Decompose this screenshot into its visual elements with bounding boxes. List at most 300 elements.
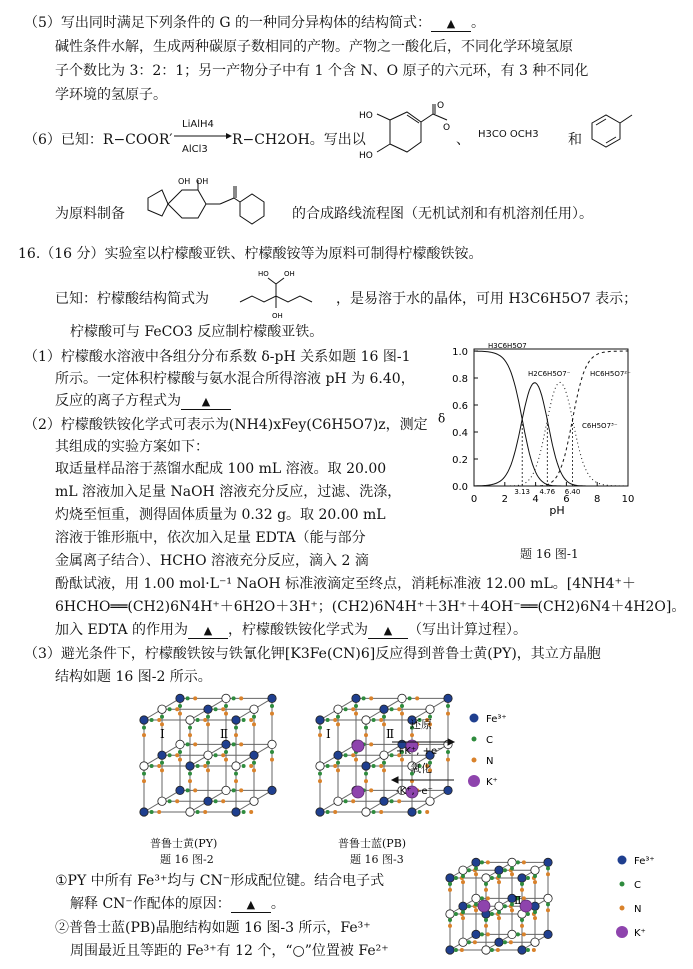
roman-1-py: Ⅰ (160, 727, 165, 741)
c-atom (232, 696, 236, 700)
c-atom (252, 761, 256, 765)
c-atom (446, 750, 450, 754)
y-tick-label: 1.0 (452, 347, 468, 358)
fe-atom (316, 716, 324, 724)
fe-site-open (176, 740, 184, 748)
c-atom (214, 707, 218, 711)
n-atom (364, 733, 368, 737)
x-tick-label: 4 (532, 494, 539, 505)
fe-site-open (186, 808, 194, 816)
y-tick-label: 0.2 (452, 455, 468, 466)
n-atom (382, 768, 386, 772)
fe-atom (176, 694, 184, 702)
p2-line2: 其组成的实验方案如下： (55, 439, 209, 455)
q16-known-post: ，是易溶于水的晶体，可用 H3C6H5O7 表示； (336, 291, 638, 307)
c-atom (168, 799, 172, 803)
marker-label: 6.40 (564, 488, 581, 496)
n-atom (239, 696, 243, 700)
fe-site-open (446, 910, 454, 918)
c-atom (326, 718, 330, 722)
c-atom (206, 761, 210, 765)
fe-atom (176, 786, 184, 794)
n-atom (425, 810, 429, 814)
fe-atom (544, 858, 552, 866)
q16-known-pre: 已知：柠檬酸结构简式为 (55, 291, 209, 307)
n-atom (239, 742, 243, 746)
arrow-oxidize-label: 氧化 (410, 762, 432, 775)
n-atom (249, 718, 253, 722)
p2-line4: mL 溶液加入足量 NaOH 溶液充分反应，过滤、洗涤， (55, 484, 402, 500)
p2-line1: （2）柠檬酸铁铵化学式可表示为(NH4)xFey(C6H5O7)z，测定 (24, 417, 428, 433)
c-atom (382, 715, 386, 719)
n-atom (239, 788, 243, 792)
x-tick-label: 0 (470, 494, 478, 505)
answer-blank-formula[interactable]: ▲ (368, 624, 408, 639)
diol-ester-molecule (355, 100, 455, 170)
c-atom (382, 761, 386, 765)
c-atom (400, 704, 404, 708)
c-atom (196, 718, 200, 722)
c-atom (484, 918, 488, 922)
n-atom (351, 799, 355, 803)
fe-atom (518, 874, 526, 882)
n-atom (486, 896, 490, 900)
answer-blank[interactable]: ▲ (431, 17, 471, 32)
fe-site-open (380, 751, 388, 759)
c-atom (242, 810, 246, 814)
fe-atom (140, 716, 148, 724)
n-atom (448, 888, 452, 892)
legend-swatch (472, 737, 477, 742)
n-atom (333, 764, 337, 768)
fe-atom (459, 902, 467, 910)
c-atom (484, 882, 488, 886)
n-atom (546, 872, 550, 876)
n-atom (496, 948, 500, 952)
c-atom (516, 932, 520, 936)
reagent-bottom: AlCl3 (182, 144, 208, 155)
n-atom (484, 924, 488, 928)
c-atom (186, 696, 190, 700)
fe-site-open (508, 930, 516, 938)
c-atom (214, 753, 218, 757)
chart-caption: 题 16 图-1 (520, 547, 579, 561)
q16-heading: 16.（16 分）实验室以柠檬酸亚铁、柠檬酸铵等为原料可制得柠檬酸铁铵。 (18, 246, 483, 262)
c-atom (326, 764, 330, 768)
n-atom (510, 872, 514, 876)
fe-site-open (531, 866, 539, 874)
answer-blank-ligand[interactable]: ▲ (231, 898, 271, 913)
y-tick-label: 0.4 (452, 428, 468, 439)
c-atom (270, 704, 274, 708)
svg-text:HO: HO (359, 151, 373, 161)
target-molecule (128, 176, 292, 232)
n-atom (520, 888, 524, 892)
n-atom (193, 696, 197, 700)
c-atom (344, 799, 348, 803)
dimethoxypropane: H3CO OCH3 (478, 129, 539, 140)
n-atom (188, 733, 192, 737)
n-atom (234, 733, 238, 737)
fe-atom (204, 705, 212, 713)
c-atom (150, 764, 154, 768)
fe-atom (444, 694, 452, 702)
fe-site-open (250, 797, 258, 805)
n-atom (400, 712, 404, 716)
c-atom (467, 940, 471, 944)
fe-site-open (544, 894, 552, 902)
c-atom (503, 904, 507, 908)
c-atom (142, 772, 146, 776)
n-atom (175, 799, 179, 803)
roman-1-pb: Ⅰ (326, 727, 331, 741)
roman-2-pb: Ⅱ (386, 727, 395, 741)
fe-atom (446, 874, 454, 882)
answer-blank-edta[interactable]: ▲ (188, 624, 228, 639)
n-atom (379, 764, 383, 768)
x-tick-label: 8 (594, 494, 601, 505)
series-line (474, 382, 628, 486)
c-atom (526, 912, 530, 916)
n-atom (473, 940, 477, 944)
series-label: H2C6H5O7⁻ (528, 370, 571, 378)
svg-text:OH: OH (284, 270, 295, 278)
n-atom (234, 779, 238, 783)
s1-line1: ①PY 中所有 Fe³⁺均与 CN⁻形成配位键。结合电子式 (55, 873, 385, 889)
s1-line2: 解释 CN⁻作配体的原因： ▲ 。 (70, 896, 285, 912)
n-atom (336, 768, 340, 772)
legend-label: K⁺ (634, 928, 646, 939)
c-atom (490, 876, 494, 880)
n-atom (474, 872, 478, 876)
p2-line8: 酚酞试液，用 1.00 mol·L⁻¹ NaOH 标准液滴定至终点，消耗标准液 12.00 mL。[4NH4⁺＋ (55, 576, 636, 592)
n-atom (509, 940, 513, 944)
c-atom (326, 810, 330, 814)
fe-atom (495, 938, 503, 946)
fe-atom (222, 740, 230, 748)
fe-atom (334, 751, 342, 759)
fe-atom (518, 946, 526, 954)
p3-line2: 结构如题 16 图-2 所示。 (55, 669, 212, 685)
c-atom (418, 810, 422, 814)
n-atom (497, 880, 501, 884)
n-atom (351, 707, 355, 711)
q6-sep2: 和 (568, 132, 582, 148)
c-atom (546, 866, 550, 870)
c-atom (344, 753, 348, 757)
c-atom (318, 726, 322, 730)
c-atom (232, 742, 236, 746)
fig2-caption: 题 16 图-2 (160, 853, 214, 866)
svg-text:O: O (437, 101, 445, 111)
c-atom (344, 707, 348, 711)
p2-line10: 加入 EDTA 的作用为 ▲ ，柠檬酸铁铵化学式为 ▲ （写出计算过程）。 (55, 622, 528, 638)
distribution-chart (436, 336, 656, 561)
q5-line1: （5）写出同时满足下列条件的 G 的一种同分异构体的结构简式： ▲ 。 (24, 15, 485, 31)
n-atom (142, 733, 146, 737)
y-tick-label: 0.0 (452, 482, 468, 493)
y-tick-label: 0.6 (452, 401, 468, 412)
n-atom (270, 712, 274, 716)
n-atom (333, 810, 337, 814)
legend-label: Fe³⁺ (486, 714, 507, 725)
fe-site-open (250, 705, 258, 713)
c-atom (150, 810, 154, 814)
toluene-molecule (582, 105, 642, 155)
p1-line3: 反应的离子方程式为 ▲ (55, 392, 231, 410)
n-atom (415, 696, 419, 700)
c-atom (354, 704, 358, 708)
fe-atom (446, 946, 454, 954)
fe-atom (232, 716, 240, 724)
k-atom (478, 900, 490, 912)
c-atom (188, 726, 192, 730)
c-atom (390, 753, 394, 757)
q6-known: （6）已知：R−COOR′ (24, 132, 173, 148)
reagent-top: LiAlH4 (182, 119, 214, 130)
q5-line4: 学环境的氢原子。 (55, 87, 167, 103)
fe-site-open (140, 762, 148, 770)
p1-line2: 所示。一定体积柠檬酸与氨水混合所得溶液 pH 为 6.40， (55, 371, 415, 387)
fe-site-open (222, 786, 230, 794)
fe-site-open (334, 705, 342, 713)
c-atom (448, 882, 452, 886)
q6-target-pre: 为原料制备 (55, 206, 125, 222)
series-label: HC6H5O7²⁻ (590, 370, 631, 378)
c-atom (168, 753, 172, 757)
fe-site-open (459, 938, 467, 946)
c-atom (474, 902, 478, 906)
n-atom (160, 768, 164, 772)
n-atom (497, 916, 501, 920)
p2-line6: 溶液于锥形瓶中，依次加入足量 EDTA（能与部分 (55, 530, 366, 546)
fe-atom (158, 751, 166, 759)
n-atom (224, 712, 228, 716)
n-atom (354, 758, 358, 762)
c-atom (364, 772, 368, 776)
c-atom (232, 788, 236, 792)
roman-2-small: Ⅱ (514, 894, 522, 907)
n-atom (484, 888, 488, 892)
c-atom (214, 799, 218, 803)
n-atom (369, 742, 373, 746)
svg-text:OH: OH (272, 312, 283, 320)
c-atom (408, 696, 412, 700)
fe-atom (186, 762, 194, 770)
c-atom (224, 704, 228, 708)
c-atom (467, 904, 471, 908)
c-atom (474, 866, 478, 870)
c-atom (533, 910, 537, 914)
fe-site-open (398, 694, 406, 702)
n-atom (522, 860, 526, 864)
c-atom (516, 860, 520, 864)
c-atom (362, 696, 366, 700)
c-atom (461, 910, 465, 914)
c-atom (178, 704, 182, 708)
c-atom (490, 912, 494, 916)
p1-line1: （1）柠檬酸水溶液中各组分分布系数 δ-pH 关系如题 16 图-1 (24, 349, 411, 365)
p3-line1: （3）避光条件下，柠檬酸铁铵与铁氰化钾[K3Fe(CN)6]反应得到普鲁士黄(PY)，其立方晶胞 (24, 646, 601, 662)
x-tick-label: 2 (501, 494, 508, 505)
n-atom (474, 908, 478, 912)
fe-site-open (426, 797, 434, 805)
n-atom (369, 696, 373, 700)
series-label: H3C6H5O7 (488, 342, 527, 350)
n-atom (520, 924, 524, 928)
legend-swatch (620, 882, 625, 887)
n-atom (379, 810, 383, 814)
c-atom (390, 707, 394, 711)
c-atom (467, 868, 471, 872)
c-atom (448, 918, 452, 922)
n-atom (224, 758, 228, 762)
fe-atom (232, 808, 240, 816)
fe-site-open (362, 808, 370, 816)
n-atom (382, 722, 386, 726)
fe-atom (268, 786, 276, 794)
k-atom (520, 900, 532, 912)
fe-atom (444, 786, 452, 794)
fe-site-open (482, 874, 490, 882)
n-atom (486, 932, 490, 936)
svg-text:O: O (443, 123, 451, 133)
fe-site-open (426, 705, 434, 713)
answer-blank-ionic[interactable]: ▲ (181, 395, 231, 410)
n-atom (175, 707, 179, 711)
s2-line1: ②普鲁士蓝(PB)晶胞结构如题 16 图-3 所示，Fe³⁺ (55, 920, 371, 936)
n-atom (203, 764, 207, 768)
arrow-reduce-label: 还原 (410, 718, 432, 731)
n-atom (221, 799, 225, 803)
legend-swatch (472, 758, 477, 763)
fe-atom (268, 694, 276, 702)
marker-label: 4.76 (539, 488, 556, 496)
n-atom (178, 712, 182, 716)
n-atom (175, 753, 179, 757)
n-atom (354, 712, 358, 716)
c-atom (336, 761, 340, 765)
pb-cell-small (436, 848, 676, 960)
n-atom (379, 718, 383, 722)
c-atom (242, 764, 246, 768)
q6-sep1: 、 (456, 132, 470, 148)
fe-site-open (362, 716, 370, 724)
n-atom (206, 768, 210, 772)
reaction-arrow (172, 131, 232, 141)
c-atom (372, 718, 376, 722)
c-atom (533, 874, 537, 878)
c-atom (150, 718, 154, 722)
q5-line3: 子个数比为 3：2：1；另一产物分子中有 1 个含 N、O 原子的六元环，有 3 种不同化 (55, 63, 589, 79)
n-atom (446, 758, 450, 762)
legend-label: C (486, 735, 493, 746)
c-atom (168, 707, 172, 711)
oh-label-2: OH (196, 177, 209, 186)
fe-site-open (204, 751, 212, 759)
legend-label: K⁺ (486, 777, 498, 788)
n-atom (461, 916, 465, 920)
n-atom (446, 712, 450, 716)
fig3-caption: 题 16 图-3 (350, 853, 404, 866)
series-line (474, 383, 628, 486)
fe-site-open (268, 740, 276, 748)
c-atom (196, 810, 200, 814)
c-atom (520, 918, 524, 922)
n-atom (252, 722, 256, 726)
pb-title: 普鲁士蓝(PB) (338, 837, 407, 850)
c-atom (186, 788, 190, 792)
n-atom (400, 758, 404, 762)
n-atom (351, 753, 355, 757)
fe-atom (204, 797, 212, 805)
n-atom (336, 722, 340, 726)
citric-acid-structure (232, 268, 332, 320)
fe-atom (140, 808, 148, 816)
p2-line9: 6HCHO══(CH2)6N4H⁺＋6H2O＋3H⁺；(CH2)6N4H⁺＋3H⁺＋4OH⁻══(CH2)6N4＋4H2O]。 (55, 599, 686, 615)
fe-site-open (531, 938, 539, 946)
svg-text:HO: HO (258, 270, 269, 278)
series-label: C6H5O7³⁻ (582, 422, 618, 430)
n-atom (397, 799, 401, 803)
c-atom (234, 772, 238, 776)
n-atom (364, 779, 368, 783)
x-tick-label: 10 (621, 494, 635, 505)
c-atom (186, 742, 190, 746)
oh-label: OH (178, 177, 191, 186)
n-atom (486, 860, 490, 864)
n-atom (221, 707, 225, 711)
p2-line5: 灼烧至恒重，测得固体质量为 0.32 g。取 20.00 mL (55, 507, 386, 523)
n-atom (461, 880, 465, 884)
n-atom (546, 908, 550, 912)
c-atom (188, 772, 192, 776)
fe-atom (352, 694, 360, 702)
fe-atom (472, 930, 480, 938)
fe-site-open (186, 716, 194, 724)
n-atom (193, 742, 197, 746)
c-atom (503, 940, 507, 944)
n-atom (532, 948, 536, 952)
n-atom (249, 810, 253, 814)
n-atom (203, 810, 207, 814)
marker-label: 3.13 (514, 488, 530, 496)
n-atom (369, 788, 373, 792)
y-axis-label: δ (438, 411, 446, 426)
legend-label: Fe³⁺ (634, 856, 655, 867)
c-atom (178, 750, 182, 754)
svg-text:HO: HO (359, 111, 373, 121)
c-atom (234, 726, 238, 730)
crystal-figure (130, 688, 570, 834)
n-atom (410, 733, 414, 737)
fe-site-open (472, 894, 480, 902)
fe-site-open (158, 797, 166, 805)
n-atom (160, 722, 164, 726)
n-atom (533, 880, 537, 884)
c-atom (372, 764, 376, 768)
c-atom (510, 866, 514, 870)
fe-site-open (482, 946, 490, 954)
fe-site-open (222, 694, 230, 702)
c-atom (336, 715, 340, 719)
c-atom (196, 764, 200, 768)
c-atom (454, 912, 458, 916)
n-atom (533, 916, 537, 920)
k-atom (352, 740, 364, 752)
q16-known-line2: 柠檬酸可与 FeCO3 反应制柠檬酸亚铁。 (70, 324, 324, 340)
c-atom (206, 715, 210, 719)
